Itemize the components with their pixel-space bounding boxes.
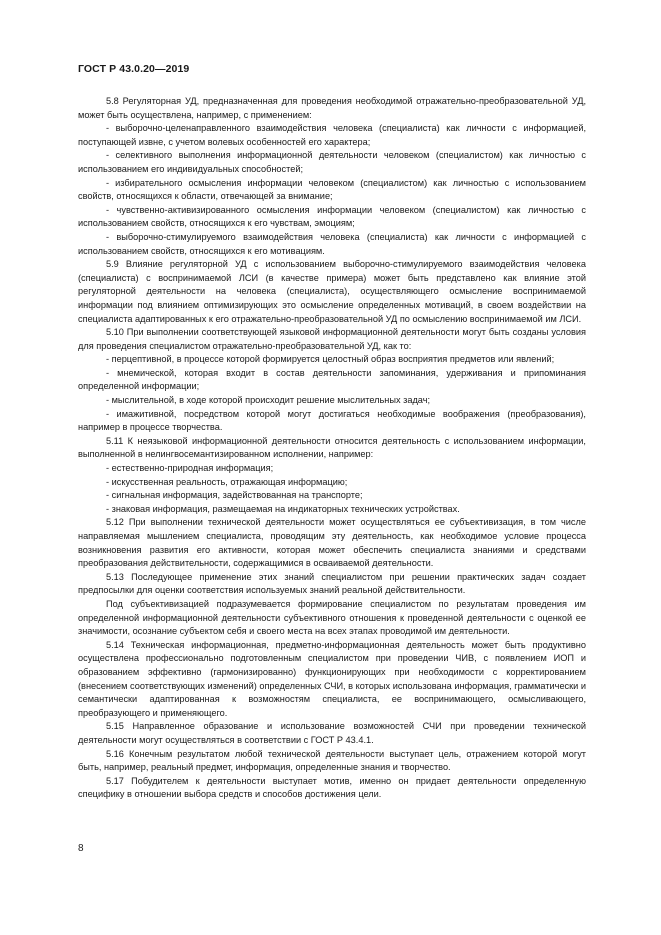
paragraph-5-12: 5.12 При выполнении технической деятельности может осуществляться ее субъективизация, в том числе направляемая мышлением специалиста, проводящим эту деятельность, как необходимое условие процесса возникновения развития его активности, которая может обеспечить специалиста знаниями и средствами преобразования действительности, содержащимися в осваиваемой деятельности. xyxy=(78,517,586,569)
paragraph-5-15: 5.15 Направленное образование и использование возможностей СЧИ при проведении технической деятельности могут осуществляться в соответствии с ГОСТ Р 43.4.1. xyxy=(78,721,586,745)
paragraph-subjectivization: Под субъективизацией подразумевается формирование специалистом по результатам проведения им определенной информационной деятельности субъективного отношения к проведенной деятельности с оценкой ее значимости, осознание субъектом себя и своего места на всех этапах проводимой им деятельности. xyxy=(78,598,586,637)
list-item: - имажитивной, посредством которой могут достигаться необходимые воображения (преобразования), например в процессе творчества. xyxy=(78,408,586,433)
list-item: - селективного выполнения информационной деятельности человеком (специалистом) как личностью с использованием его индивидуальных способностей; xyxy=(78,150,586,174)
list-item: - сигнальная информация, задействованная на транспорте; xyxy=(106,490,363,501)
paragraph-5-17: 5.17 Побудителем к деятельности выступает мотив, именно он придает деятельности определенную специфику в отношении выбора средств и способов достижения цели. xyxy=(78,775,586,800)
paragraph-5-10: 5.10 При выполнении соответствующей языковой информационной деятельности могут быть созданы условия для проведения специалистом отражательно-преобразовательной УД, как то: xyxy=(78,327,586,351)
list-item: - мнемической, которая входит в состав деятельности запоминания, удерживания и припоминания определенной информации; xyxy=(78,367,586,392)
list-item: - выборочно-стимулируемого взаимодействия человека (специалиста) как личности с информацией с использованием свойств, относящихся к его мотивациям. xyxy=(78,231,586,256)
page-number: 8 xyxy=(78,843,84,854)
list-item: - перцептивной, в процессе которой формируется целостный образ восприятия предметов или явлений; xyxy=(106,354,555,365)
list-item: - естественно-природная информация; xyxy=(106,463,274,474)
paragraph-5-14: 5.14 Техническая информационная, предметно-информационная деятельность может быть продуктивно осуществлена профессионально подготовленным специалистом при проведении ЧИВ, с появлением ИОП и образованием эффективно (гармонизированно) функционирующих при необходимости с корректированием (внесением соответствующих изменений) определенных СЧИ, в которых использована информация, грамматически и семантически адаптированная к возможностям специалиста, ее воспринимающего, осмысливающего, преобразующего и применяющего. xyxy=(78,639,586,718)
list-item: - чувственно-активизированного осмысления информации человеком (специалистом) как личностью с использованием свойств, относящихся к его чувствам, эмоциям; xyxy=(78,204,586,229)
paragraph-5-11: 5.11 К неязыковой информационной деятельности относится деятельность с использованием информации, выполненной в нелингвосемантизированном исполнении, например: xyxy=(78,435,586,460)
list-item: - мыслительной, в ходе которой происходит решение мыслительных задач; xyxy=(106,395,431,406)
list-item: - избирательного осмысления информации человеком (специалистом) как личностью с использованием свойств, относящихся к области, отвечающей за внимание; xyxy=(78,177,586,202)
list-item: - искусственная реальность, отражающая информацию; xyxy=(106,476,348,487)
paragraph-5-16: 5.16 Конечным результатом любой технической деятельности выступает цель, отражением которой могут быть, например, реальный предмет, информация, определенные знания и творчество. xyxy=(78,748,586,773)
document-header: ГОСТ Р 43.0.20—2019 xyxy=(78,63,190,75)
document-body xyxy=(78,95,586,802)
list-item: - выборочно-целенаправленного взаимодействия человека (специалиста) как личности с информацией, поступающей извне, с учетом волевых особенностей его характера; xyxy=(78,123,586,147)
paragraph-5-13: 5.13 Последующее применение этих знаний специалистом при решении практических задач создает предпосылки для оценки соответствия используемых знаний реальной действительности. xyxy=(78,571,586,596)
list-item: - знаковая информация, размещаемая на индикаторных технических устройствах. xyxy=(106,503,460,514)
paragraph-5-8: 5.8 Регуляторная УД, предназначенная для проведения необходимой отражательно-преобразовательной УД, может быть осуществлена, например, с применением: xyxy=(78,96,586,120)
paragraph-5-9: 5.9 Влияние регуляторной УД с использованием выборочно-стимулируемого взаимодействия человека (специалиста) с воспринимаемой ЛСИ (в качестве примера) может быть представлено как влияние этой регуляторной деятельности на человека (специалиста), осуществляющего осмысление воспринимаемой информации под влиянием оптимизирующих это осмысление определенных мотиваций, в своем воздействии на специалиста адаптированных к его отражательно-преобразовательной УД по осмыслению воспринимаемой им ЛСИ. xyxy=(78,259,586,324)
